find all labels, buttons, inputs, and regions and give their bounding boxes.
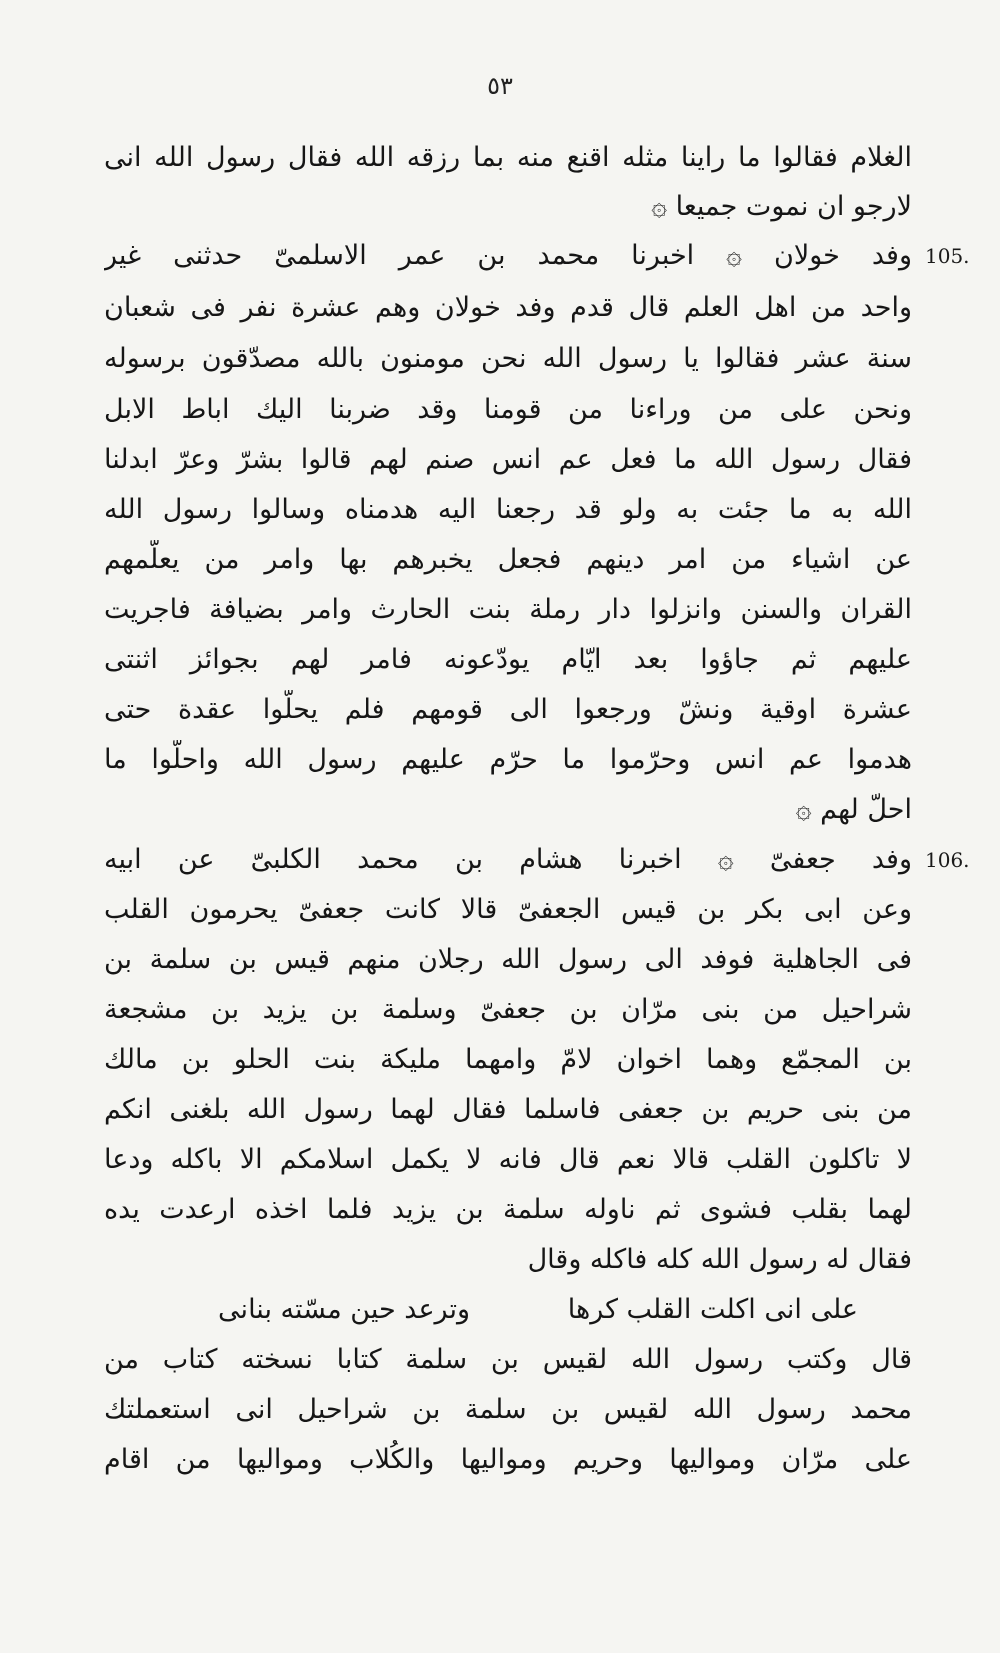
text-line: من بنى حريم بن جعفى فاسلما فقال لهما رسول الله بلغنى انكم: [104, 1094, 912, 1125]
text-line: محمد رسول الله لقيس بن سلمة بن شراحيل انى استعملتك: [104, 1394, 912, 1425]
text-line: فقال رسول الله ما فعل عم انس صنم لهم قالوا بشرّ وعرّ ابدلنا: [104, 444, 912, 475]
verse-hemistich-2: وترعد حين مسّته بنانى: [218, 1294, 470, 1325]
text-line: لا تاكلون القلب قالا نعم قال فانه لا يكمل اسلامكم الا باكله ودعا: [104, 1144, 912, 1175]
text-line: سنة عشر فقالوا يا رسول الله نحن مومنون بالله مصدّقون برسوله: [104, 343, 912, 374]
text-line: وفد خولان ۞ اخبرنا محمد بن عمر الاسلمىّ حدثنى غير: [104, 240, 912, 271]
text-line: وفد جعفىّ ۞ اخبرنا هشام بن محمد الكلبىّ عن ابيه: [104, 844, 912, 875]
text-line: الغلام فقالوا ما راينا مثله اقنع منه بما رزقه الله فقال رسول الله انى: [104, 142, 912, 173]
text-line: لارجو ان نموت جميعا ۞: [651, 191, 912, 222]
text-line: عن اشياء من امر دينهم فجعل يخبرهم بها وامر من يعلّمهم: [104, 544, 912, 575]
text-line: احلّ لهم ۞: [795, 794, 912, 825]
text-line: فى الجاهلية فوفد الى رسول الله رجلان منهم قيس بن سلمة بن: [104, 944, 912, 975]
text-line: وعن ابى بكر بن قيس الجعفىّ قالا كانت جعفىّ يحرمون القلب: [104, 894, 912, 925]
text-line: ونحن على من وراءنا من قومنا وقد ضربنا اليك اباط الابل: [104, 394, 912, 425]
text-line: لهما بقلب فشوى ثم ناوله سلمة بن يزيد فلما اخذه ارعدت يده: [104, 1194, 912, 1225]
page-number: ٥٣: [487, 72, 513, 100]
text-line: على مرّان ومواليها وحريم ومواليها والكُلاب ومواليها من اقام: [104, 1444, 912, 1475]
text-line: الله به ما جئت به ولو قد رجعنا اليه هدمناه وسالوا رسول الله: [104, 494, 912, 525]
text-line: عليهم ثم جاؤوا بعد ايّام يودّعونه فامر لهم بجوائز اثنتى: [104, 644, 912, 675]
text-line: بن المجمّع وهما اخوان لامّ وامهما مليكة بنت الحلو بن مالك: [104, 1044, 912, 1075]
text-line: واحد من اهل العلم قال قدم وفد خولان وهم عشرة نفر فى شعبان: [104, 292, 912, 323]
section-number: 105.: [925, 244, 970, 268]
section-number: 106.: [925, 848, 970, 872]
text-line: قال وكتب رسول الله لقيس بن سلمة كتابا نسخته كتاب من: [104, 1344, 912, 1375]
text-line: شراحيل من بنى مرّان بن جعفىّ وسلمة بن يزيد بن مشجعة: [104, 994, 912, 1025]
verse-hemistich-1: على انى اكلت القلب كرها: [567, 1294, 858, 1325]
text-line: القران والسنن وانزلوا دار رملة بنت الحارث وامر بضيافة فاجريت: [104, 594, 912, 625]
text-line: فقال له رسول الله كله فاكله وقال: [527, 1244, 912, 1275]
text-line: عشرة اوقية ونشّ ورجعوا الى قومهم فلم يحلّوا عقدة حتى: [104, 694, 912, 725]
text-line: هدموا عم انس وحرّموا ما حرّم عليهم رسول الله واحلّوا ما: [104, 744, 912, 775]
